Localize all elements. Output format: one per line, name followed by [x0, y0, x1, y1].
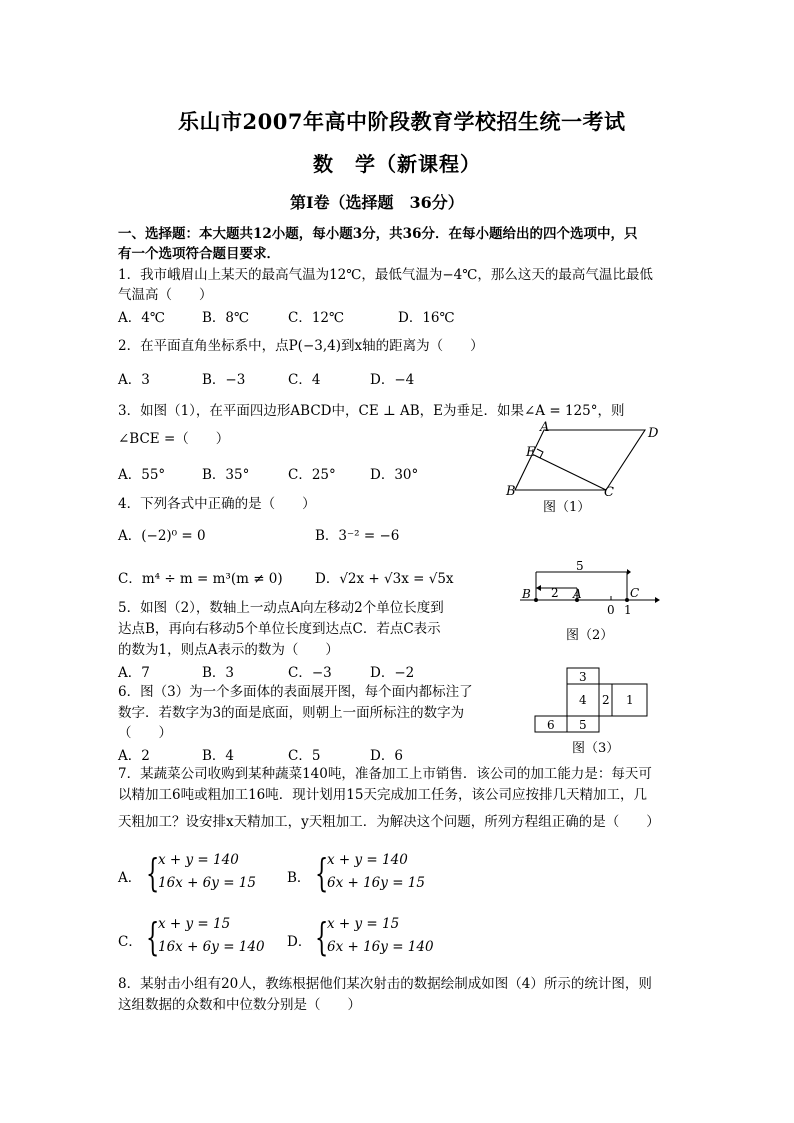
figure-1-caption: 图（1）: [543, 500, 591, 515]
fig2-label-1: 1: [624, 603, 632, 617]
fig1-label-a: A: [540, 420, 550, 435]
q2-option-a: A．3: [118, 372, 150, 388]
q4-option-c: C．m⁴ ÷ m = m³(m ≠ 0): [118, 571, 283, 587]
q7-option-c-letter: C．: [118, 934, 142, 950]
fig2-label-5: 5: [576, 559, 584, 573]
q7-line-3: 天粗加工？设安排x天精加工，y天粗加工．为解决这个问题，所列方程组正确的是（ ）: [118, 814, 660, 830]
q6-line-1: 6．图（3）为一个多面体的表面展开图，每个面内都标注了: [118, 684, 473, 700]
q7-option-d-eq1: x + y = 15: [327, 916, 400, 932]
q7-option-b: [287, 852, 447, 896]
q1-option-a: A．4℃: [118, 310, 165, 326]
q4-option-b: B．3⁻² = −6: [315, 528, 400, 544]
q6-option-b: B．4: [202, 748, 235, 764]
q1-option-b: B．8℃: [202, 310, 250, 326]
q3-option-d: D．30°: [370, 467, 419, 483]
q2-option-b: B．−3: [202, 372, 246, 388]
q7-option-d-eq2: 6x + 16y = 140: [327, 939, 434, 955]
fig3-cell-5: 5: [579, 718, 587, 732]
q7-option-d-letter: D．: [287, 934, 312, 950]
q6-option-c: C．5: [288, 748, 321, 764]
fig2-label-2: 2: [551, 586, 559, 600]
q6-option-d: D．6: [370, 748, 403, 764]
q7-option-b-eq1: x + y = 140: [327, 852, 408, 868]
figure-2-caption: 图（2）: [566, 628, 614, 643]
fig3-cell-1: 1: [626, 693, 634, 707]
fig1-label-d: D: [648, 426, 659, 441]
q4-option-d: D．√2x + √3x = √5x: [315, 571, 454, 587]
q3-line-1: 3．如图（1），在平面四边形ABCD中，CE ⊥ AB，E为垂足．如果∠A = 125°，则: [118, 403, 625, 419]
fig3-cell-3: 3: [579, 670, 587, 684]
fig3-cell-2: 2: [602, 693, 610, 707]
q1-line-1: 1．我市峨眉山上某天的最高气温为12℃，最低气温为−4℃，那么这天的最高气温比最低: [118, 267, 653, 283]
q7-option-a-eq1: x + y = 140: [158, 852, 239, 868]
figure-2-number-line: [515, 558, 660, 618]
q7-option-b-brace: {: [315, 851, 329, 895]
fig2-label-0: 0: [607, 603, 615, 617]
q7-option-a: [118, 852, 278, 896]
q6-option-a: A．2: [118, 748, 150, 764]
fig1-label-b: B: [506, 484, 516, 499]
q1-line-2: 气温高（ ）: [118, 287, 213, 303]
q7-option-a-brace: {: [146, 851, 160, 895]
fig2-label-a: A: [573, 587, 582, 601]
fig2-label-b: B: [522, 587, 531, 601]
q7-option-c-eq2: 16x + 6y = 140: [158, 939, 265, 955]
q2-stem: 2．在平面直角坐标系中，点P(−3,4)到x轴的距离为（ ）: [118, 338, 484, 354]
q7-line-1: 7．某蔬菜公司收购到某种蔬菜140吨，准备加工上市销售．该公司的加工能力是：每天可: [118, 766, 652, 782]
q3-line-2: ∠BCE =（ ）: [118, 431, 230, 447]
fig3-cell-6: 6: [547, 718, 555, 732]
q3-option-a: A．55°: [118, 467, 166, 483]
exam-title: 乐山市2007年高中阶段教育学校招生统一考试: [178, 109, 626, 134]
q5-option-c: C．−3: [288, 665, 332, 681]
instructions-line-2: 有一个选项符合题目要求．: [118, 246, 280, 262]
q7-option-a-eq2: 16x + 6y = 15: [158, 875, 256, 891]
q4-option-a: A．(−2)⁰ = 0: [118, 528, 206, 544]
q6-line-2: 数字．若数字为3的面是底面，则朝上一面所标注的数字为: [118, 705, 465, 721]
q5-line-1: 5．如图（2），数轴上一动点A向左移动2个单位长度到: [118, 600, 444, 616]
q5-line-2: 达点B，再向右移动5个单位长度到达点C．若点C表示: [118, 621, 441, 637]
q8-line-2: 这组数据的众数和中位数分别是（ ）: [118, 997, 361, 1013]
q5-option-d: D．−2: [370, 665, 415, 681]
q7-option-a-letter: A．: [118, 870, 142, 886]
q2-option-c: C．4: [288, 372, 321, 388]
q5-option-a: A．7: [118, 665, 150, 681]
q4-stem: 4．下列各式中正确的是（ ）: [118, 496, 316, 512]
q2-option-d: D．−4: [370, 372, 415, 388]
q7-option-b-eq2: 6x + 16y = 15: [327, 875, 425, 891]
section-title: 第Ⅰ卷（选择题 36分）: [290, 193, 464, 212]
q5-line-3: 的数为1，则点A表示的数为（ ）: [118, 642, 339, 658]
q7-option-c-brace: {: [146, 915, 160, 959]
fig1-label-c: C: [604, 485, 614, 500]
fig1-label-e: E: [526, 445, 536, 460]
q6-line-3: （ ）: [118, 725, 172, 741]
q5-option-b: B．3: [202, 665, 235, 681]
fig2-label-c: C: [630, 586, 640, 600]
q7-line-2: 以精加工6吨或粗加工16吨．现计划用15天完成加工任务，该公司应按排几天精加工，几: [118, 787, 647, 803]
instructions-line-1: 一、选择题：本大题共12小题，每小题3分，共36分．在每小题给出的四个选项中，只: [118, 226, 638, 242]
q7-option-c: [118, 916, 278, 960]
q7-option-c-eq1: x + y = 15: [158, 916, 231, 932]
figure-3-caption: 图（3）: [572, 741, 620, 756]
figure-3-net: [532, 668, 652, 738]
q7-option-d: [287, 916, 447, 960]
q7-option-d-brace: {: [315, 915, 329, 959]
subject-title: 数 学（新课程）: [313, 152, 481, 176]
q1-option-d: D．16℃: [398, 310, 455, 326]
q8-line-1: 8．某射击小组有20人，教练根据他们某次射击的数据绘制成如图（4）所示的统计图，则: [118, 976, 652, 992]
q1-option-c: C．12℃: [288, 310, 345, 326]
q7-option-b-letter: B．: [287, 870, 311, 886]
fig3-cell-4: 4: [579, 693, 587, 707]
q3-option-c: C．25°: [288, 467, 336, 483]
q3-option-b: B．35°: [202, 467, 250, 483]
